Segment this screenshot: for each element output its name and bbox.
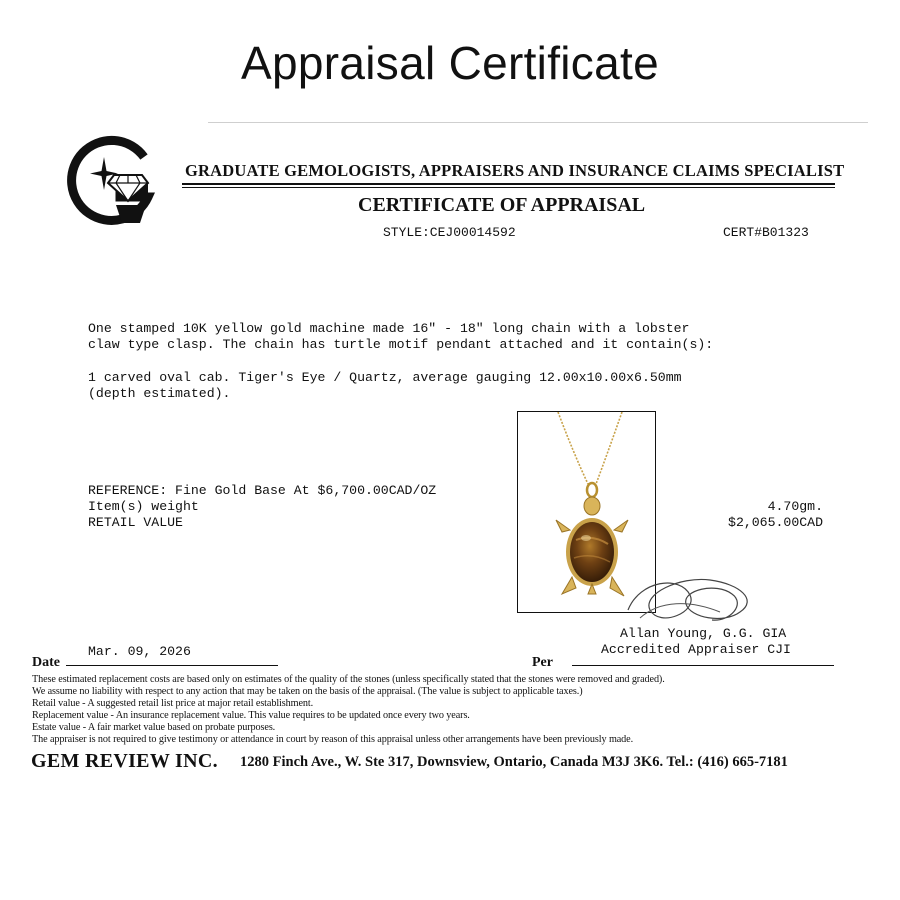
disclaimer-line: Retail value - A suggested retail list price at major retail establishment. [32, 698, 314, 709]
certificate-number: CERT#B01323 [723, 225, 809, 240]
retail-value: $2,065.00CAD [728, 515, 823, 530]
description-line: claw type clasp. The chain has turtle motif pendant attached and it contain(s): [88, 337, 714, 352]
description-line: 1 carved oval cab. Tiger's Eye / Quartz, average gauging 12.00x10.00x6.50mm [88, 370, 682, 385]
company-header: GRADUATE GEMOLOGISTS, APPRAISERS AND INSURANCE CLAIMS SPECIALIST [185, 161, 845, 180]
per-signature-line [572, 665, 834, 666]
page-title: Appraisal Certificate [241, 37, 659, 89]
date-signature-line [66, 665, 278, 666]
appraiser-name: Allan Young, G.G. GIA [620, 626, 787, 641]
header-rule [182, 183, 835, 185]
description-line: (depth estimated). [88, 386, 231, 401]
disclaimer-line: The appraiser is not required to give testimony or attendance in court by reason of this appraisal unless other arrangements have been previously made. [32, 734, 634, 745]
gem-logo-icon [60, 135, 160, 235]
appraiser-title: Accredited Appraiser CJI [601, 642, 791, 657]
disclaimer-line: Estate value - A fair market value based on probate purposes. [32, 722, 276, 733]
disclaimer-line: Replacement value - An insurance replacement value. This value requires to be updated once every two years. [32, 710, 470, 721]
header-rule-thin [182, 187, 835, 188]
top-divider [208, 122, 868, 123]
footer-address: 1280 Finch Ave., W. Ste 317, Downsview, Ontario, Canada M3J 3K6. Tel.: (416) 665-7181 [240, 754, 788, 770]
weight-label: Item(s) weight [88, 499, 199, 514]
disclaimer-line: We assume no liability with respect to any action that may be taken on the basis of the appraisal. (The value is subject to applicable taxes.) [32, 686, 583, 697]
description-line: One stamped 10K yellow gold machine made 16" - 18" long chain with a lobster [88, 321, 690, 336]
certificate-title: CERTIFICATE OF APPRAISAL [358, 194, 646, 216]
date-value: Mar. 09, 2026 [88, 644, 191, 659]
disclaimer-line: These estimated replacement costs are based only on estimates of the quality of the stones (unless specifically stated that the stones were removed and graded). [32, 674, 665, 685]
date-label: Date [32, 655, 60, 670]
reference-base: REFERENCE: Fine Gold Base At $6,700.00CAD/OZ [88, 483, 437, 498]
weight-value: 4.70gm. [767, 499, 823, 514]
style-code: STYLE:CEJ00014592 [383, 225, 516, 240]
per-label: Per [532, 655, 553, 670]
footer-company: GEM REVIEW INC. [31, 750, 218, 772]
retail-value-label: RETAIL VALUE [88, 515, 183, 530]
